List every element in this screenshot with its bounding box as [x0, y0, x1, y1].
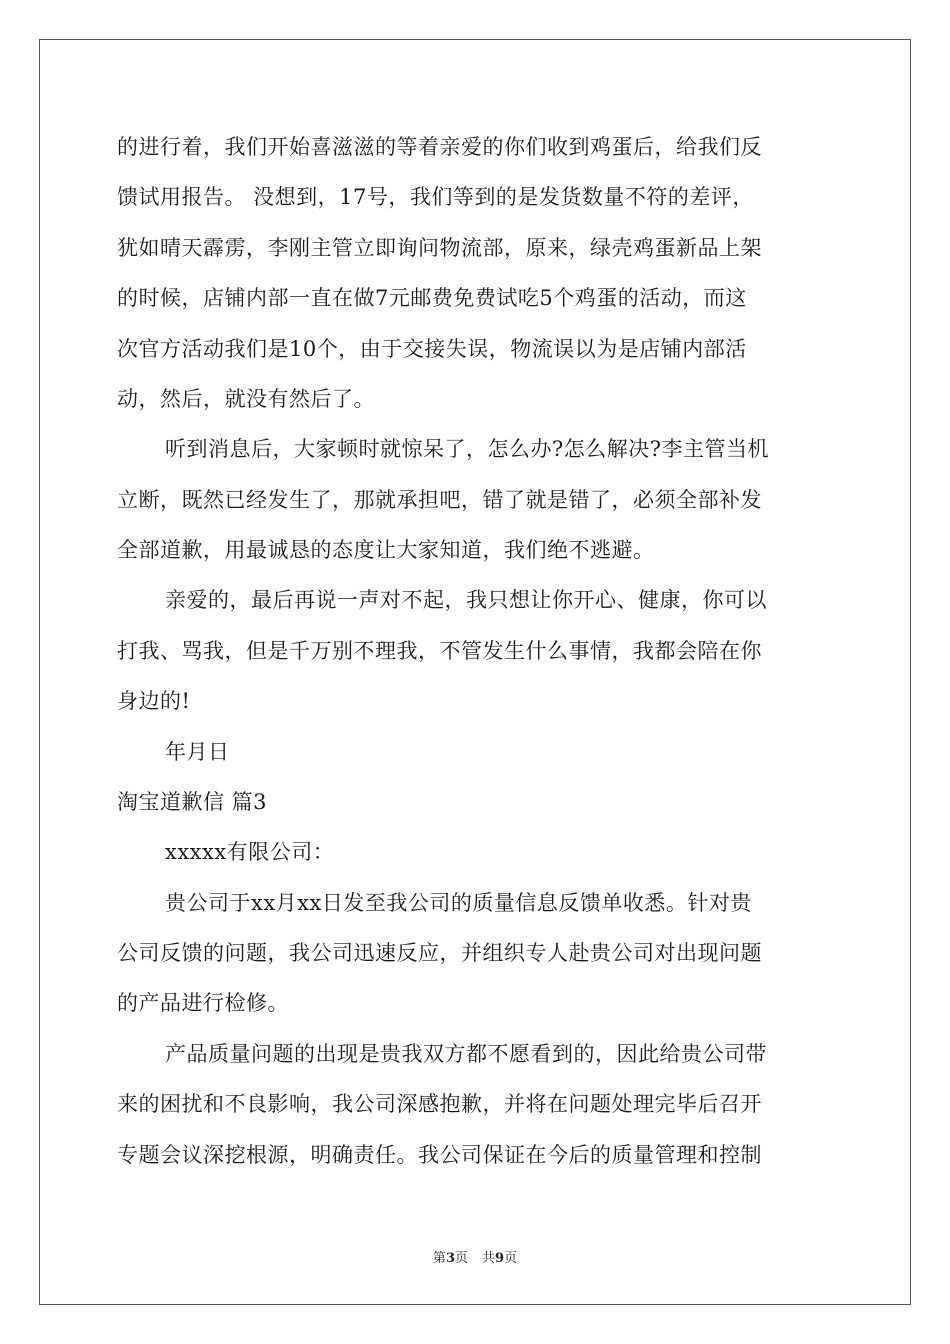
- total-prefix: 共: [482, 1251, 496, 1266]
- text-line: 馈试用报告。 没想到，17号，我们等到的是发货数量不符的差评，: [117, 185, 754, 209]
- page-prefix: 第: [432, 1251, 446, 1266]
- text-line: 打我、骂我，但是千万别不理我，不管发生什么事情，我都会陪在你: [117, 639, 762, 663]
- total-suffix: 页: [504, 1251, 518, 1266]
- text-line: 公司反馈的问题，我公司迅速反应，并组织专人赴贵公司对出现问题: [117, 941, 762, 965]
- paragraph-first-line: 产品质量问题的出现是贵我双方都不愿看到的，因此给贵公司带: [165, 1042, 767, 1066]
- text-line: 动，然后，就没有然后了。: [117, 387, 375, 411]
- section-heading: 淘宝道歉信 篇3: [117, 790, 268, 814]
- text-line: 立断，既然已经发生了，那就承担吧，错了就是错了，必须全部补发: [117, 488, 762, 512]
- page-number: 3: [445, 1251, 455, 1266]
- paragraph-first-line: 贵公司于xx月xx日发至我公司的质量信息反馈单收悉。针对贵: [165, 891, 752, 915]
- paragraph-first-line: 亲爱的，最后再说一声对不起，我只想让你开心、健康，你可以: [165, 588, 767, 612]
- salutation: xxxxx有限公司：: [165, 840, 335, 864]
- page-footer: [0, 1247, 950, 1266]
- page-suffix: 页: [454, 1251, 468, 1266]
- text-line: 犹如晴天霹雳，李刚主管立即询问物流部，原来，绿壳鸡蛋新品上架: [117, 236, 762, 260]
- text-line: 次官方活动我们是10个，由于交接失误，物流误以为是店铺内部活: [117, 337, 747, 361]
- total-pages: 9: [495, 1251, 505, 1266]
- text-line: 的产品进行检修。: [117, 991, 289, 1015]
- text-line: 全部道歉，用最诚恳的态度让大家知道，我们绝不逃避。: [117, 538, 655, 562]
- text-line: 的时候，店铺内部一直在做7元邮费免费试吃5个鸡蛋的活动，而这: [117, 286, 747, 310]
- text-line: 身边的!: [117, 689, 191, 713]
- text-line: 来的困扰和不良影响，我公司深感抱歉，并将在问题处理完毕后召开: [117, 1092, 762, 1116]
- text-line: 的进行着，我们开始喜滋滋的等着亲爱的你们收到鸡蛋后，给我们反: [117, 135, 762, 159]
- text-line: 专题会议深挖根源，明确责任。我公司保证在今后的质量管理和控制: [117, 1143, 762, 1167]
- paragraph-first-line: 听到消息后，大家顿时就惊呆了，怎么办?怎么解决?李主管当机: [165, 437, 770, 461]
- date-line: 年月日: [165, 740, 230, 764]
